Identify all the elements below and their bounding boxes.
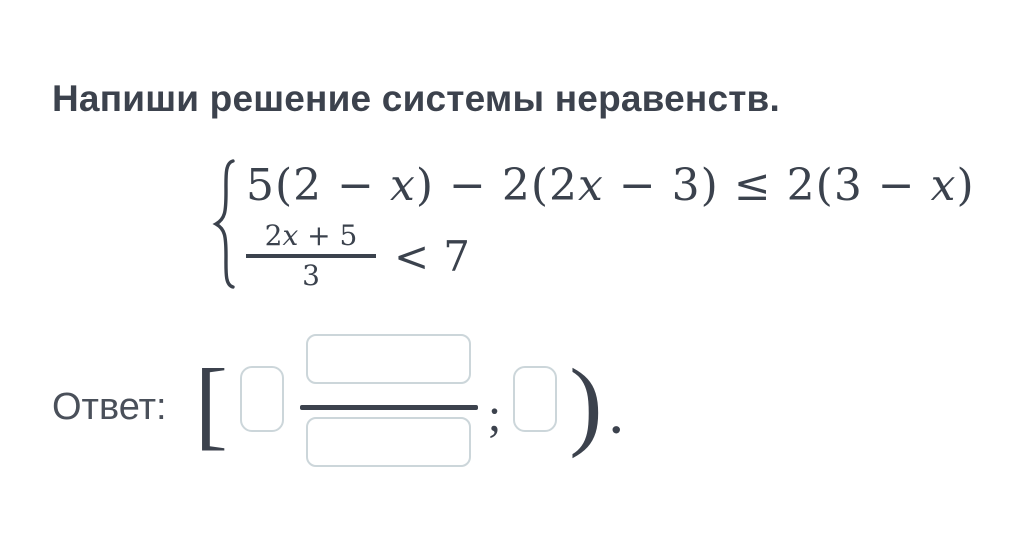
open-bracket: [ (194, 348, 228, 459)
inequality-2-rhs: 7 (443, 231, 470, 281)
fraction-bar (246, 254, 376, 258)
inequality-2 (246, 220, 975, 292)
task-title: Напиши решение системы неравенств. (52, 78, 780, 119)
answer-fraction-bar (300, 405, 478, 410)
semicolon-separator: ; (487, 389, 502, 442)
answer-numerator-input[interactable] (306, 334, 471, 384)
close-paren: ) (569, 348, 603, 459)
fraction-denominator: 3 (302, 259, 320, 292)
inequality-2-relation: < (394, 231, 430, 281)
system-lines (246, 158, 975, 292)
answer-fraction (300, 334, 478, 467)
left-curly-brace-icon (208, 158, 238, 290)
sentence-period: . (610, 392, 623, 443)
inequality-1: 5(2 − x) − 2(2x − 3) ≤ 2(3 − x) (246, 160, 975, 211)
answer-row (0, 332, 1014, 482)
inequality-system (208, 158, 975, 292)
inequality-2-fraction (246, 220, 376, 292)
answer-label: Ответ: (52, 385, 167, 428)
answer-right-endpoint-input[interactable] (513, 366, 557, 432)
fraction-numerator: 2x + 5 (264, 219, 358, 252)
answer-denominator-input[interactable] (306, 417, 471, 467)
answer-left-endpoint-input[interactable] (240, 366, 284, 432)
